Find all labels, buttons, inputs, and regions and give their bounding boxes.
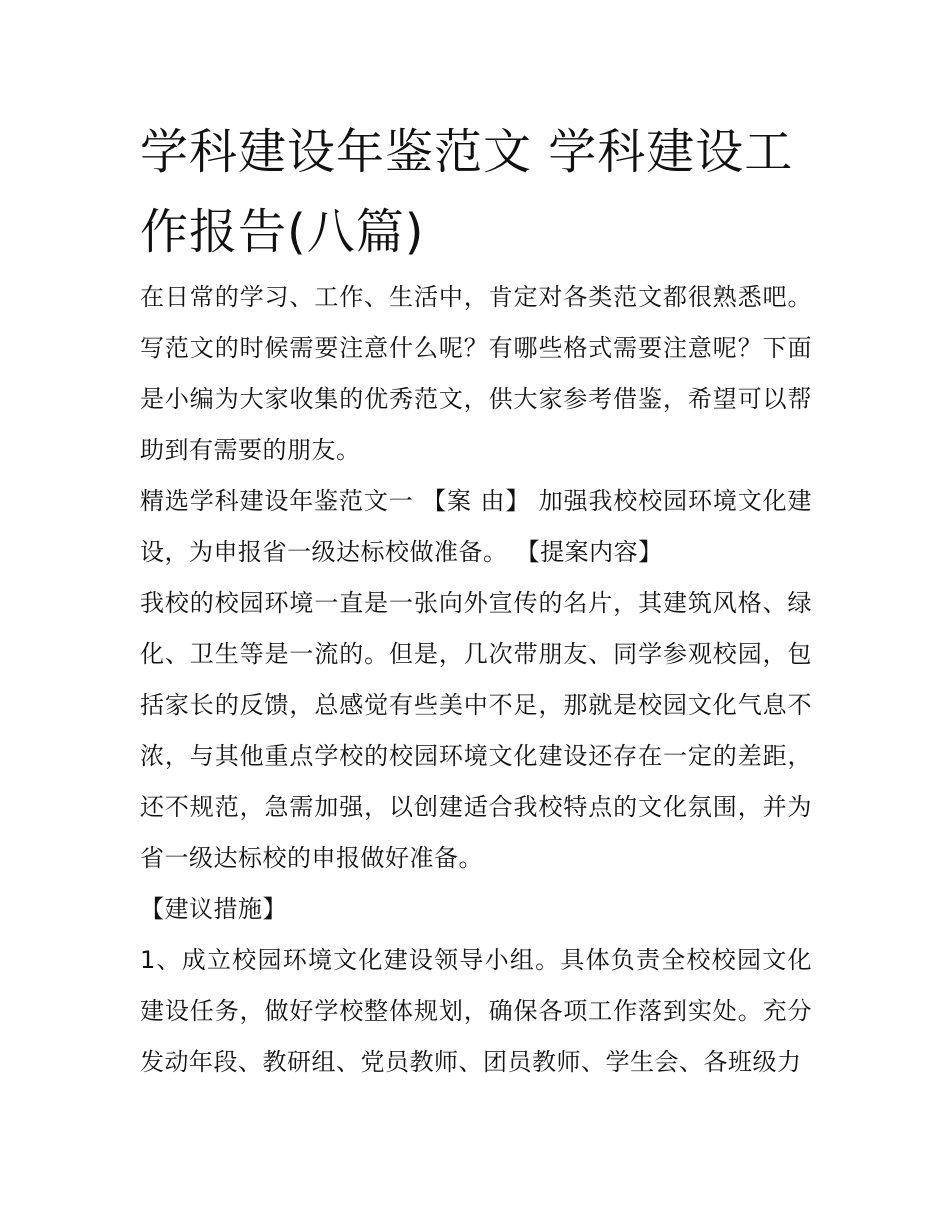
intro-paragraph: 在日常的学习、工作、生活中，肯定对各类范文都很熟悉吧。写范文的时候需要注意什么呢？有哪些格式需要注意呢？下面是小编为大家收集的优秀范文，供大家参考借鉴，希望可以帮助到有需要的朋友。 (140, 283, 812, 464)
measures-heading: 【建议措施】 (140, 895, 287, 923)
section-heading-paragraph: 精选学科建设年鉴范文一 【案 由】 加强我校校园环境文化建设，为申报省一级达标校做准备。 【提案内容】 (140, 487, 812, 566)
measure-item-1: 1、成立校园环境文化建设领导小组。具体负责全校校园文化建设任务，做好学校整体规划，确保各项工作落到实处。充分发动年段、教研组、党员教师、团员教师、学生会、各班级力 (140, 946, 812, 1076)
document-body (140, 272, 812, 1088)
document-title: 学科建设年鉴范文 学科建设工作报告(八篇) (140, 124, 794, 260)
proposal-content-paragraph: 我校的校园环境一直是一张向外宣传的名片，其建筑风格、绿化、卫生等是一流的。但是，几次带朋友、同学参观校园，包括家长的反馈，总感觉有些美中不足，那就是校园文化气息不浓，与其他重点学校的校园环境文化建设还存在一定的差距，还不规范，急需加强，以创建适合我校特点的文化氛围，并为省一级达标校的申报做好准备。 (140, 589, 812, 872)
